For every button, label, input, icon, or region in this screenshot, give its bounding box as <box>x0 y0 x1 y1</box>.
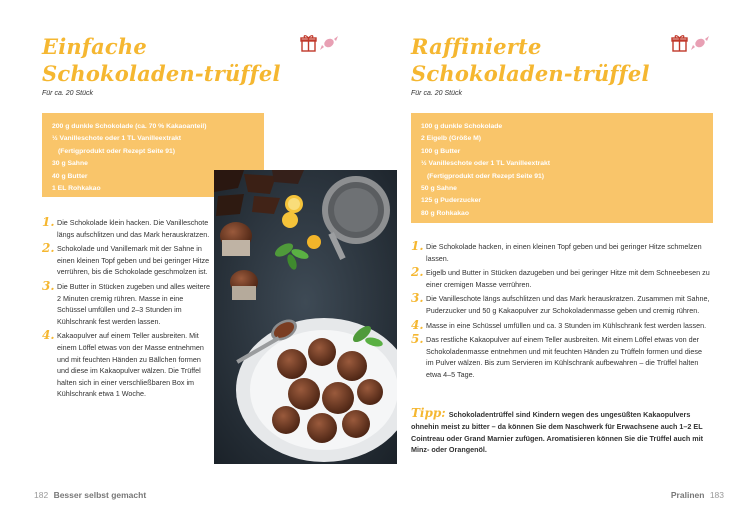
ingredient-line: 100 g dunkle Schokolade <box>421 123 503 130</box>
step-item <box>411 317 711 332</box>
step-number: 1. <box>411 239 424 253</box>
step-text: Eigelb und Butter in Stücken dazugeben und bei geringer Hitze mit dem Schneebesen zu einer cremigen Masse verrühren. <box>426 268 710 289</box>
step-item <box>411 334 711 380</box>
step-text: Die Schokolade hacken, in einen kleinen Topf geben und bei geringer Hitze schmelzen lassen. <box>426 242 702 263</box>
step-item <box>411 293 711 316</box>
step-number: 4. <box>42 328 55 343</box>
ingredient-line: 100 g Butter <box>421 147 461 155</box>
tip-text: Schokoladentrüffel sind Kindern wegen des ungesüßten Kakaopulvers ohnehin meist zu bitter – da können Sie dem Naschwerk für Erwachsene auch 1–2 EL Cointreau oder Grand Marnier zufügen. Aromatisieren können Sie die Trüffel auch mit Minz- oder Orangenöl. <box>411 410 704 455</box>
left-steps <box>42 217 212 403</box>
step-number: 3. <box>411 291 424 306</box>
left-yield: Für ca. 20 Stück <box>42 90 93 97</box>
candy-icon <box>691 36 709 50</box>
right-recipe-title: Raffinierte Schokoladen-trüffel <box>411 34 650 86</box>
ingredient-line: 30 g Sahne <box>52 160 88 168</box>
step-number: 5. <box>411 332 424 347</box>
page-number: 183 <box>709 490 724 500</box>
step-number: 4. <box>411 317 424 332</box>
tip-box <box>411 408 711 456</box>
step-item <box>42 278 212 327</box>
ingredient-line: ½ Vanilleschote oder 1 TL Vanilleextrakt <box>52 135 182 143</box>
step-text: Masse in eine Schüssel umfüllen und ca. 3 Stunden im Kühlschrank fest werden lassen. <box>426 320 707 330</box>
ingredient-line: 125 g Puderzucker <box>421 197 482 205</box>
step-text: Die Schokolade klein hacken. Die Vanilleschote längs aufschlitzen und das Mark herauskratzen. <box>57 218 210 239</box>
step-number: 2. <box>42 241 55 256</box>
ingredient-line: 2 Eigelb (Größe M) <box>421 135 482 143</box>
right-steps <box>411 241 711 384</box>
ingredient-line: (Fertigprodukt oder Rezept Seite 91) <box>58 147 176 155</box>
gift-icon <box>301 36 316 51</box>
section-name: Besser selbst gemacht <box>53 490 147 500</box>
ingredient-line: (Fertigprodukt oder Rezept Seite 91) <box>427 172 545 180</box>
step-item <box>411 241 711 264</box>
gift-icon <box>672 36 687 51</box>
candy-icon <box>320 36 338 50</box>
step-text: Die Butter in Stücken zugeben und alles weitere 2 Minuten cremig rühren. Masse in eine Schüssel umfüllen und 2–3 Stunden im Kühlschrank fest werden lassen. <box>57 281 211 326</box>
right-yield: Für ca. 20 Stück <box>411 90 462 97</box>
step-number: 3. <box>42 278 55 293</box>
step-text: Das restliche Kakaopulver auf einem Teller ausbreiten. Mit einem Löffel etwas von der Schokoladenmasse entnehmen und mit feuchten Händen zu Trüffeln formen und diese im Pulver wälzen. Bis zum Servieren im Kühlschrank aufbewahren – die Trüffel halten etwa 4–5 Tage. <box>426 335 702 379</box>
truffle-photo <box>214 170 397 464</box>
ingredient-line: 80 g Rohkakao <box>421 209 469 217</box>
right-ingredients-box <box>411 113 713 223</box>
right-gift-candy-icon <box>671 33 711 53</box>
left-recipe-title: Einfache Schokoladen-trüffel <box>42 34 281 86</box>
right-page <box>375 0 750 532</box>
section-name: Pralinen <box>670 490 705 500</box>
ingredient-line: 1 EL Rohkakao <box>52 185 101 193</box>
step-item <box>42 217 212 240</box>
ingredient-line: 40 g Butter <box>52 172 88 180</box>
step-number: 1. <box>42 215 55 229</box>
page-number: 182 <box>34 490 49 500</box>
step-item <box>42 243 212 278</box>
step-text: Schokolade und Vanillemark mit der Sahne in einen kleinen Topf geben und bei geringer Hitze verrühren, bis die Schokolade geschmolzen ist. <box>57 244 210 277</box>
ingredient-line: 50 g Sahne <box>421 185 457 193</box>
tip-label: Tipp: <box>411 406 446 420</box>
step-item <box>42 330 212 400</box>
left-footer <box>34 490 149 500</box>
ingredient-line: ½ Vanilleschote oder 1 TL Vanilleextrakt <box>421 160 551 168</box>
ingredient-line: 200 g dunkle Schokolade (ca. 70 % Kakaoanteil) <box>52 123 207 130</box>
step-number: 2. <box>411 265 424 280</box>
step-text: Die Vanilleschote längs aufschlitzen und das Mark herauskratzen. Zusammen mit Sahne, Puderzucker und 50 g Kakaopulver zur Schokoladenmasse geben und cremig rühren. <box>426 294 710 315</box>
step-text: Kakaopulver auf einem Teller ausbreiten. Mit einem Löffel etwas von der Masse entnehmen und mit feuchten Händen zu Bällchen formen und diese im Kakaopulver wälzen. Die Trüffel halten sich in einer verschließbaren Box im Kühlschrank etwa 1 Woche. <box>57 331 204 399</box>
left-gift-candy-icon <box>300 33 340 53</box>
right-footer <box>668 490 724 500</box>
step-item <box>411 267 711 290</box>
